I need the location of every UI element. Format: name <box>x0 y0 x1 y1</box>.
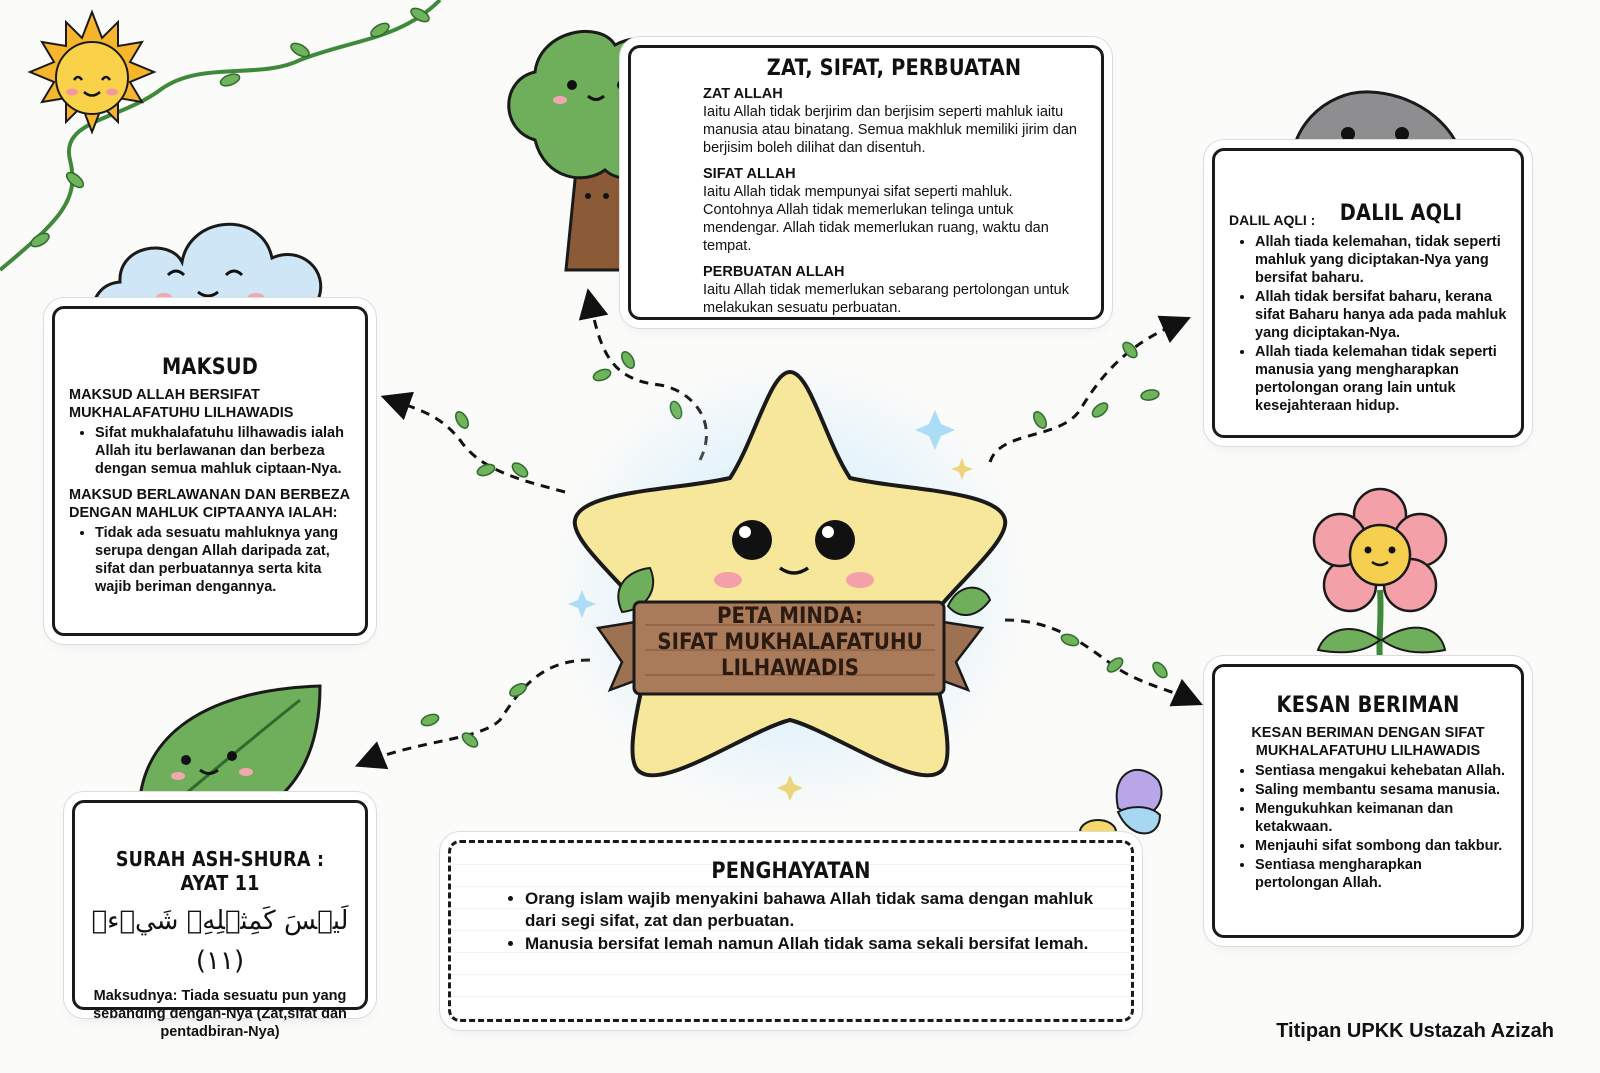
perbuatan-heading: PERBUATAN ALLAH <box>703 264 845 280</box>
dalil-item: • Allah tiada kelemahan, tidak seperti mahluk yang diciptakan-Nya yang bersifat baharu. <box>1255 233 1507 287</box>
center-line-3: LILHAWADIS <box>721 656 859 681</box>
surah-arabic: لَيۡسَ كَمِثۡلِهِۦ شَيۡءٞ (١١) <box>91 906 349 976</box>
dalil-label: DALIL AQLI : <box>1229 212 1316 228</box>
sifat-body: Iaitu Allah tidak mempunyai sifat seperti mahluk. Contohnya Allah tidak memerlukan telinga untuk mendengar. Allah tidak memerlukan ruang, waktu dan tempat. <box>703 184 1049 254</box>
center-line-1: PETA MINDA: <box>717 604 863 629</box>
penghayatan-item: • Orang islam wajib menyakini bahawa Allah tidak sama dengan mahluk dari segi sifat, zat dan perbuatan. <box>525 888 1109 932</box>
kesan-item: • Menjauhi sifat sombong dan takbur. <box>1255 837 1507 855</box>
zat-body: Iaitu Allah tidak berjirim dan berjisim seperti mahluk iaitu manusia atau binatang. Semua makhluk memiliki jirim dan berjisim boleh dilihat dan disentuh. <box>703 104 1077 156</box>
center-line-2: SIFAT MUKHALAFATUHU <box>657 630 923 655</box>
kesan-item: • Sentiasa mengharapkan pertolongan Allah. <box>1255 856 1507 892</box>
surah-card <box>72 800 368 1040</box>
maksud-list-1 <box>69 424 351 478</box>
maksud-heading-1: MAKSUD ALLAH BERSIFAT MUKHALAFATUHU LILHAWADIS <box>69 387 294 421</box>
kesan-title: KESAN BERIMAN <box>1276 693 1460 718</box>
surah-title: SURAH ASH-SHURA : AYAT 11 <box>115 847 325 895</box>
maksud-list-2 <box>69 524 351 596</box>
kesan-card <box>1212 664 1524 938</box>
maksud-card <box>52 306 368 636</box>
dalil-item: • Allah tidak bersifat baharu, kerana sifat Baharu hanya ada pada mahluk yang diciptakan-Nya. <box>1255 288 1507 342</box>
maksud-title: MAKSUD <box>161 355 259 380</box>
surah-meaning: Maksudnya: Tiada sesuatu pun yang sebanding dengan-Nya (Zat,sifat dan pentadbiran-Nya) <box>93 988 347 1040</box>
credit-text: Titipan UPKK Ustazah Azizah <box>1276 1020 1554 1042</box>
kesan-item: • Saling membantu sesama manusia. <box>1255 781 1507 799</box>
dalil-card <box>1212 148 1524 438</box>
zat-heading: ZAT ALLAH <box>703 86 783 102</box>
dalil-list <box>1229 233 1507 415</box>
kesan-heading: KESAN BERIMAN DENGAN SIFAT MUKHALAFATUHU LILHAWADIS <box>1251 725 1485 759</box>
penghayatan-title: PENGHAYATAN <box>711 859 871 884</box>
zat-sifat-title: ZAT, SIFAT, PERBUATAN <box>766 56 1022 81</box>
kesan-item: • Sentiasa mengakui kehebatan Allah. <box>1255 762 1507 780</box>
zat-sifat-card <box>628 45 1104 320</box>
sifat-heading: SIFAT ALLAH <box>703 166 796 182</box>
center-title <box>655 604 925 682</box>
penghayatan-card <box>448 840 1134 1022</box>
dalil-item: • Allah tiada kelemahan tidak seperti manusia yang mengharapkan pertolongan orang lain untuk kesejahteraan hidup. <box>1255 343 1507 415</box>
flower-icon <box>1314 489 1446 660</box>
maksud-heading-2: MAKSUD BERLAWANAN DAN BERBEZA DENGAN MAHLUK CIPTAANYA IALAH: <box>69 487 350 521</box>
sun-icon <box>30 12 154 132</box>
maksud-item: • Sifat mukhalafatuhu lilhawadis ialah Allah itu berlawanan dan berbeza dengan semua mahluk ciptaan-Nya. <box>95 424 351 478</box>
kesan-item: • Mengukuhkan keimanan dan ketakwaan. <box>1255 800 1507 836</box>
dalil-title: DALIL AQLI <box>1339 201 1463 226</box>
penghayatan-item: • Manusia bersifat lemah namun Allah tidak sama sekali bersifat lemah. <box>525 933 1109 955</box>
maksud-item: • Tidak ada sesuatu mahluknya yang serupa dengan Allah daripada zat, sifat dan perbuatannya serta kita wajib beriman dengannya. <box>95 524 351 596</box>
kesan-list <box>1229 762 1507 892</box>
star-mascot-icon <box>550 360 1030 820</box>
penghayatan-list <box>473 888 1109 955</box>
perbuatan-body: Iaitu Allah tidak memerlukan sebarang pertolongan untuk melakukan sesuatu perbuatan. <box>703 282 1069 316</box>
